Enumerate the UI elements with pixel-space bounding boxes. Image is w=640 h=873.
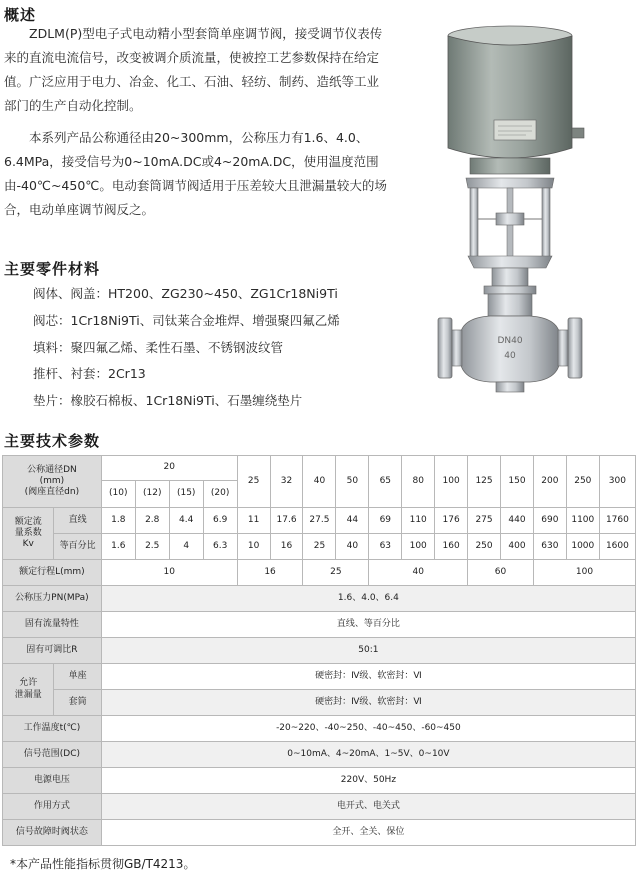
dn-cell: 250 bbox=[566, 456, 599, 508]
kv-linear-cell: 176 bbox=[435, 508, 468, 534]
technical-parameters-table bbox=[2, 455, 636, 846]
specs-heading: 主要技术参数 bbox=[4, 432, 101, 450]
table-row-power bbox=[3, 768, 636, 794]
kv-equal-cell: 250 bbox=[468, 534, 501, 560]
kv-equal-cell: 4 bbox=[169, 534, 203, 560]
seat-dn-cell: (12) bbox=[135, 481, 169, 508]
stroke-cell: 60 bbox=[468, 560, 534, 586]
dn-cell: 80 bbox=[402, 456, 435, 508]
material-line-packing: 填料：聚四氟乙烯、柔性石墨、不锈钢波纹管 bbox=[33, 340, 284, 355]
kv-equal-cell: 10 bbox=[237, 534, 270, 560]
range-label: 固有可调比R bbox=[3, 638, 102, 664]
overview-paragraph-1: ZDLM(P)型电子式电动精小型套筒单座调节阀，接受调节仪表传来的直流电流信号，改变被调介质流量，使被控工艺参数保持在给定值。广泛应用于电力、冶金、化工、石油、轻纺、制药、造纸等工业部门的生产自动化控制。 bbox=[4, 26, 383, 113]
dn-cell: 125 bbox=[468, 456, 501, 508]
dn-label-line-2: (mm) bbox=[39, 475, 65, 486]
valve-marking-size: 40 bbox=[504, 351, 516, 361]
dn-label-line-3: (阀座直径dn) bbox=[24, 487, 80, 498]
dn-cell: 100 bbox=[435, 456, 468, 508]
leakage-sleeve-value: 硬密封：Ⅳ级、软密封：Ⅵ bbox=[101, 690, 635, 716]
kv-linear-cell: 6.9 bbox=[203, 508, 237, 534]
flow-char-label: 固有流量特性 bbox=[3, 612, 102, 638]
table-row-signal bbox=[3, 742, 636, 768]
kv-linear-cell: 4.4 bbox=[169, 508, 203, 534]
dn-label-cell bbox=[3, 456, 102, 508]
range-value: 50:1 bbox=[101, 638, 635, 664]
dn-cell: 32 bbox=[270, 456, 303, 508]
overview-heading: 概述 bbox=[4, 6, 37, 24]
kv-equal-label: 等百分比 bbox=[54, 534, 101, 560]
temperature-label: 工作温度t(℃) bbox=[3, 716, 102, 742]
kv-linear-cell: 110 bbox=[402, 508, 435, 534]
pn-label: 公称压力PN(MPa) bbox=[3, 586, 102, 612]
kv-equal-cell: 1.6 bbox=[101, 534, 135, 560]
kv-linear-cell: 11 bbox=[237, 508, 270, 534]
kv-equal-cell: 63 bbox=[369, 534, 402, 560]
pn-value: 1.6、4.0、6.4 bbox=[101, 586, 635, 612]
leakage-sleeve-label: 套筒 bbox=[54, 690, 101, 716]
fail-position-label: 信号故障时阀状态 bbox=[3, 820, 102, 846]
valve-marking-dn: DN40 bbox=[497, 336, 523, 346]
kv-equal-cell: 400 bbox=[501, 534, 534, 560]
dn-20-cell: 20 bbox=[101, 456, 237, 481]
kv-label-line-3: Kv bbox=[22, 539, 34, 550]
kv-linear-cell: 27.5 bbox=[303, 508, 336, 534]
temperature-value: -20~220、-40~250、-40~450、-60~450 bbox=[101, 716, 635, 742]
standard-footnote: *本产品性能指标贯彻GB/T4213。 bbox=[10, 857, 196, 871]
kv-linear-cell: 69 bbox=[369, 508, 402, 534]
stroke-cell: 100 bbox=[533, 560, 635, 586]
kv-linear-cell: 2.8 bbox=[135, 508, 169, 534]
table-row-leakage-single bbox=[3, 664, 636, 690]
table-row-action bbox=[3, 794, 636, 820]
dn-cell: 25 bbox=[237, 456, 270, 508]
materials-heading: 主要零件材料 bbox=[4, 260, 101, 278]
stroke-cell: 10 bbox=[101, 560, 237, 586]
table-row-rangeability bbox=[3, 638, 636, 664]
material-line-body: 阀体、阀盖：HT200、ZG230~450、ZG1Cr18Ni9Ti bbox=[33, 286, 338, 301]
material-line-gasket: 垫片：橡胶石棉板、1Cr18Ni9Ti、石墨缠绕垫片 bbox=[33, 393, 303, 408]
flow-char-value: 直线、等百分比 bbox=[101, 612, 635, 638]
table-row-kv-equal bbox=[3, 534, 636, 560]
stroke-label: 额定行程L(mm) bbox=[3, 560, 102, 586]
table-row-kv-linear bbox=[3, 508, 636, 534]
kv-linear-label: 直线 bbox=[54, 508, 101, 534]
kv-equal-cell: 40 bbox=[336, 534, 369, 560]
leakage-label-cell bbox=[3, 664, 54, 716]
kv-linear-cell: 690 bbox=[533, 508, 566, 534]
table-row-dn bbox=[3, 456, 636, 481]
kv-equal-cell: 25 bbox=[303, 534, 336, 560]
kv-label-line-1: 额定流 bbox=[14, 516, 42, 527]
dn-cell: 50 bbox=[336, 456, 369, 508]
table-row-flow-characteristic bbox=[3, 612, 636, 638]
table-row-temperature bbox=[3, 716, 636, 742]
kv-label-cell bbox=[3, 508, 54, 560]
action-label: 作用方式 bbox=[3, 794, 102, 820]
dn-cell: 65 bbox=[369, 456, 402, 508]
electric-control-valve-illustration bbox=[430, 18, 590, 408]
action-value: 电开式、电关式 bbox=[101, 794, 635, 820]
kv-equal-cell: 100 bbox=[402, 534, 435, 560]
dn-cell: 40 bbox=[303, 456, 336, 508]
leakage-single-label: 单座 bbox=[54, 664, 101, 690]
table-row-fail-position bbox=[3, 820, 636, 846]
kv-linear-cell: 275 bbox=[468, 508, 501, 534]
kv-linear-cell: 1760 bbox=[599, 508, 635, 534]
dn-cell: 300 bbox=[599, 456, 635, 508]
stroke-cell: 40 bbox=[369, 560, 468, 586]
overview-paragraph-2: 本系列产品公称通径由20~300mm，公称压力有1.6、4.0、6.4MPa，接受信号为0~10mA.DC或4~20mA.DC，使用温度范围由-40℃~450℃。电动套筒调节阀适用于压差较大且泄漏量较大的场合，电动单座调节阀反之。 bbox=[4, 130, 387, 217]
kv-label-line-2: 量系数 bbox=[14, 527, 42, 538]
leakage-label-line-1: 允许 bbox=[19, 678, 38, 689]
seat-dn-cell: (10) bbox=[101, 481, 135, 508]
table-row-pn bbox=[3, 586, 636, 612]
stroke-cell: 16 bbox=[237, 560, 303, 586]
material-line-stem: 推杆、衬套：2Cr13 bbox=[33, 366, 146, 381]
kv-linear-cell: 1.8 bbox=[101, 508, 135, 534]
table-row-stroke bbox=[3, 560, 636, 586]
stroke-cell: 25 bbox=[303, 560, 369, 586]
leakage-label-line-2: 泄漏量 bbox=[14, 689, 42, 700]
seat-dn-cell: (15) bbox=[169, 481, 203, 508]
fail-position-value: 全开、全关、保位 bbox=[101, 820, 635, 846]
dn-label-line-1: 公称通径DN bbox=[27, 464, 77, 475]
material-line-plug: 阀芯：1Cr18Ni9Ti、司钛莱合金堆焊、增强聚四氟乙烯 bbox=[33, 313, 340, 328]
power-label: 电源电压 bbox=[3, 768, 102, 794]
kv-linear-cell: 1100 bbox=[566, 508, 599, 534]
signal-value: 0~10mA、4~20mA、1~5V、0~10V bbox=[101, 742, 635, 768]
table-row-leakage-sleeve bbox=[3, 690, 636, 716]
dn-cell: 150 bbox=[501, 456, 534, 508]
power-value: 220V、50Hz bbox=[101, 768, 635, 794]
dn-cell: 200 bbox=[533, 456, 566, 508]
kv-linear-cell: 440 bbox=[501, 508, 534, 534]
signal-label: 信号范围(DC) bbox=[3, 742, 102, 768]
kv-equal-cell: 16 bbox=[270, 534, 303, 560]
kv-equal-cell: 630 bbox=[533, 534, 566, 560]
kv-linear-cell: 44 bbox=[336, 508, 369, 534]
kv-equal-cell: 2.5 bbox=[135, 534, 169, 560]
kv-equal-cell: 1000 bbox=[566, 534, 599, 560]
seat-dn-cell: (20) bbox=[203, 481, 237, 508]
leakage-single-value: 硬密封：Ⅳ级、软密封：Ⅵ bbox=[101, 664, 635, 690]
kv-equal-cell: 160 bbox=[435, 534, 468, 560]
kv-equal-cell: 6.3 bbox=[203, 534, 237, 560]
kv-equal-cell: 1600 bbox=[599, 534, 635, 560]
kv-linear-cell: 17.6 bbox=[270, 508, 303, 534]
